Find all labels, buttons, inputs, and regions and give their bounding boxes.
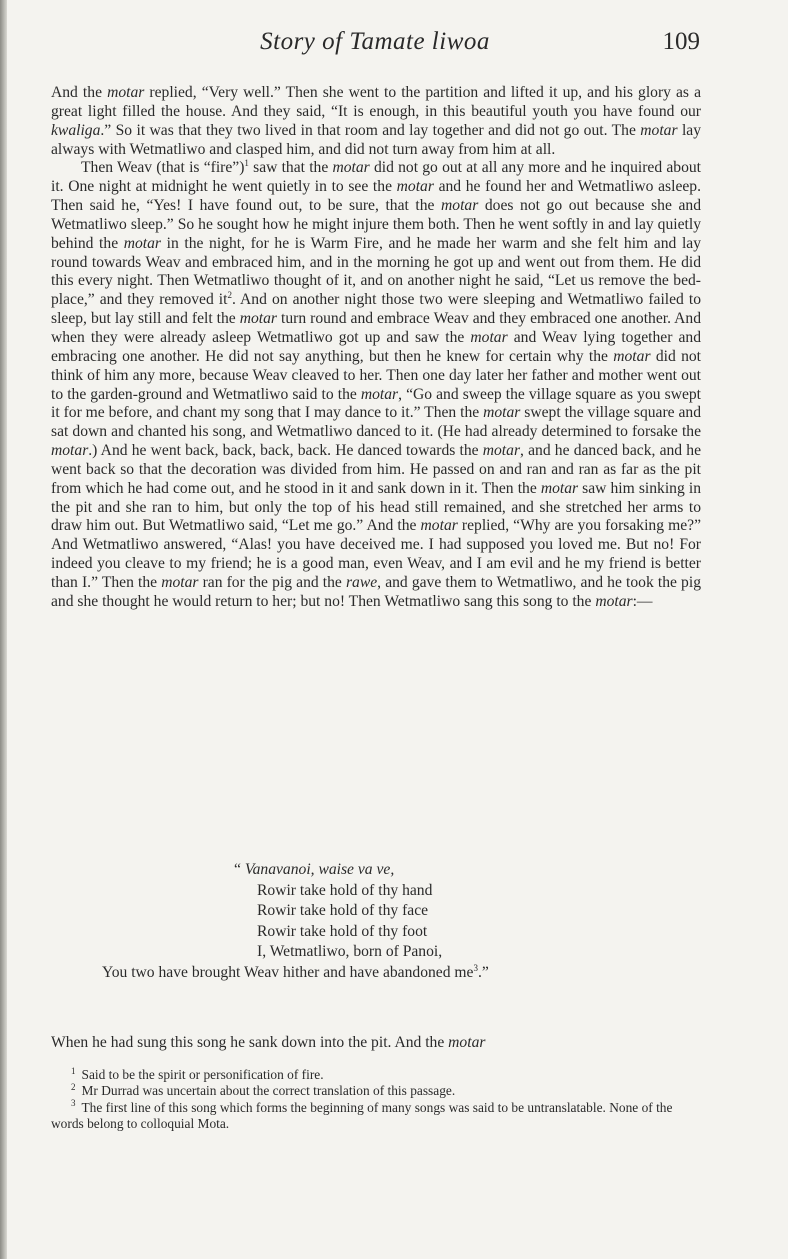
italic-term: motar xyxy=(420,517,458,535)
italic-term: motar xyxy=(595,592,633,610)
footnote-number: 3 xyxy=(71,1098,76,1109)
running-title: Story of Tamate liwoa xyxy=(260,28,490,55)
text-run: turn round and embrace Weav and they embraced one another. And when they were already asleep Wetmatliwo got up and saw the xyxy=(51,310,702,346)
text-run: in the night, for he is Warm Fire, and he made her warm and she felt him and lay round towards Weav and embraced him, and in the morning he got up and went out from them. He did this every night. Then Wetmatliwo thought of it, and on another night he said, “Let us remove the bed-place,” and they removed it xyxy=(51,234,701,309)
text-run: :— xyxy=(632,592,653,610)
song-line: I, Wetmatliwo, born of Panoi, xyxy=(257,943,443,960)
italic-term: motar xyxy=(640,121,678,139)
text-run: saw that the xyxy=(248,159,333,177)
footnote-2 xyxy=(51,1083,701,1099)
italic-term: motar xyxy=(107,84,145,101)
footnote-1 xyxy=(51,1067,701,1083)
text-run: saw him sinking in the pit and she ran to him, but only the top of his head still remained, and she stretched her arms to draw him out. But Wetmatliwo said, “Let me go.” And the xyxy=(51,479,701,535)
text-run: And the xyxy=(51,84,108,101)
italic-term: motar xyxy=(161,573,199,591)
song-line: Rowir take hold of thy foot xyxy=(257,922,428,940)
paragraph xyxy=(51,84,701,159)
text-run: .) And he went back, back, back, back. He danced towards the xyxy=(88,442,483,460)
italic-term: motar xyxy=(483,404,521,422)
page-spine-shadow xyxy=(0,0,7,1259)
italic-term: motar xyxy=(482,442,521,460)
song-close-quote: .” xyxy=(477,963,489,981)
text-run: swept the village square and sat down and chanted his song, and Wetmatliwo danced to it. (He had already determined to forsake the xyxy=(51,404,701,441)
page-header xyxy=(50,28,700,62)
song-line: Rowir take hold of thy hand xyxy=(257,881,433,899)
footnote-3 xyxy=(51,1100,701,1133)
text-run: and Weav lying together and embracing one another. He did not say anything, but then he knew for certain why the xyxy=(51,328,701,365)
text-run: lay always with Wetmatliwo and clasped him, and did not turn away from him at all. xyxy=(51,121,701,158)
body-text xyxy=(51,84,701,612)
italic-term: motar xyxy=(540,479,579,497)
footnote-text: Said to be the spirit or personification of fire. xyxy=(81,1067,324,1082)
text-run: , and he danced back, and he went back so that the decoration was divided from him. He passed on and ran and ran as far as the pit from which he had come out, and he stood in it and sank down in it. Then the xyxy=(51,442,701,497)
text-run: , “Go and sweep the village square as you swept it for me before, and chant my song that I may dance to it.” Then the xyxy=(51,385,702,422)
italic-term: motar xyxy=(613,347,651,365)
italic-term: kwaliga xyxy=(51,121,101,139)
after-song-text xyxy=(51,1033,701,1052)
text-run: and he found her and Wetmatliwo asleep. Then said he, “Yes! I have found out, to be sure, that the xyxy=(51,178,701,215)
song-verse xyxy=(102,860,702,983)
footnote-ref: 3 xyxy=(473,962,478,973)
song-line xyxy=(102,860,702,881)
song-open-quote: “ xyxy=(234,861,245,878)
italic-term: motar xyxy=(360,385,399,403)
paragraph xyxy=(51,159,701,611)
italic-term: motar xyxy=(239,310,277,328)
text-run: . And on another night those two were sleeping and Wetmatliwo failed to sleep, but lay still and felt the xyxy=(51,291,702,328)
italic-term: motar xyxy=(51,442,89,460)
text-run: replied, “Why are you forsaking me?” And Wetmatliwo answered, “Alas! you have deceived me. I had supposed you loved me. But no! For indeed you cleave to my friend; he is a good man, even Weav, and I am evil and he my friend is better than I.” Then the xyxy=(51,517,701,591)
text-run: , and gave them to Wetmatliwo, and he took the pig and she thought he would return to her; but no! Then Wetmatliwo sang this song to the xyxy=(51,573,701,610)
italic-term: motar xyxy=(470,328,508,346)
song-untranslated-line: Vanavanoi, waise va ve, xyxy=(244,861,395,878)
footnote-ref: 2 xyxy=(227,290,232,301)
page-number: 109 xyxy=(662,28,700,55)
song-line: Rowir take hold of thy face xyxy=(257,902,429,919)
italic-term: motar xyxy=(448,1034,486,1051)
text-run: .” So it was that they two lived in that room and lay together and did not go out. The xyxy=(100,121,641,139)
song-last-line-text: You two have brought Weav hither and have abandoned me xyxy=(102,963,474,981)
text-run: Then Weav (that is “fire”) xyxy=(81,159,245,177)
footnote-text: The first line of this song which forms the beginning of many songs was said to be untranslatable. None of the words belong to colloquial Mota. xyxy=(51,1099,673,1131)
song-line xyxy=(102,963,702,984)
footnote-text: Mr Durrad was uncertain about the correct translation of this passage. xyxy=(81,1083,456,1099)
text-run: replied, “Very well.” Then she went to the partition and lifted it up, and his glory as a great light filled the house. And they said, “It is enough, in this beautiful youth you have found our xyxy=(51,84,702,120)
footnotes xyxy=(51,1067,701,1132)
italic-term: motar xyxy=(441,197,479,215)
text-run: does not go out because she and Wetmatliwo sleep.” So he sought how he might injure them both. Then he went softly in and lay quietly behind the xyxy=(51,197,701,252)
footnote-number: 2 xyxy=(71,1081,76,1092)
footnote-ref: 1 xyxy=(244,158,249,169)
footnote-number: 1 xyxy=(71,1065,76,1076)
text-run: ran for the pig and the xyxy=(198,573,346,591)
italic-term: motar xyxy=(332,159,370,177)
text-run: did not think of him any more, because Weav cleaved to her. Then one day later her father and mother went out to the garden-ground and Wetmatliwo said to the xyxy=(51,347,702,403)
italic-term: motar xyxy=(396,178,434,196)
italic-term: rawe xyxy=(345,573,378,591)
after-song-sentence: When he had sung this song he sank down into the pit. And the xyxy=(51,1034,449,1051)
text-run: did not go out at all any more and he inquired about it. One night at midnight he went quietly in to see the xyxy=(51,159,701,196)
italic-term: motar xyxy=(123,234,161,252)
